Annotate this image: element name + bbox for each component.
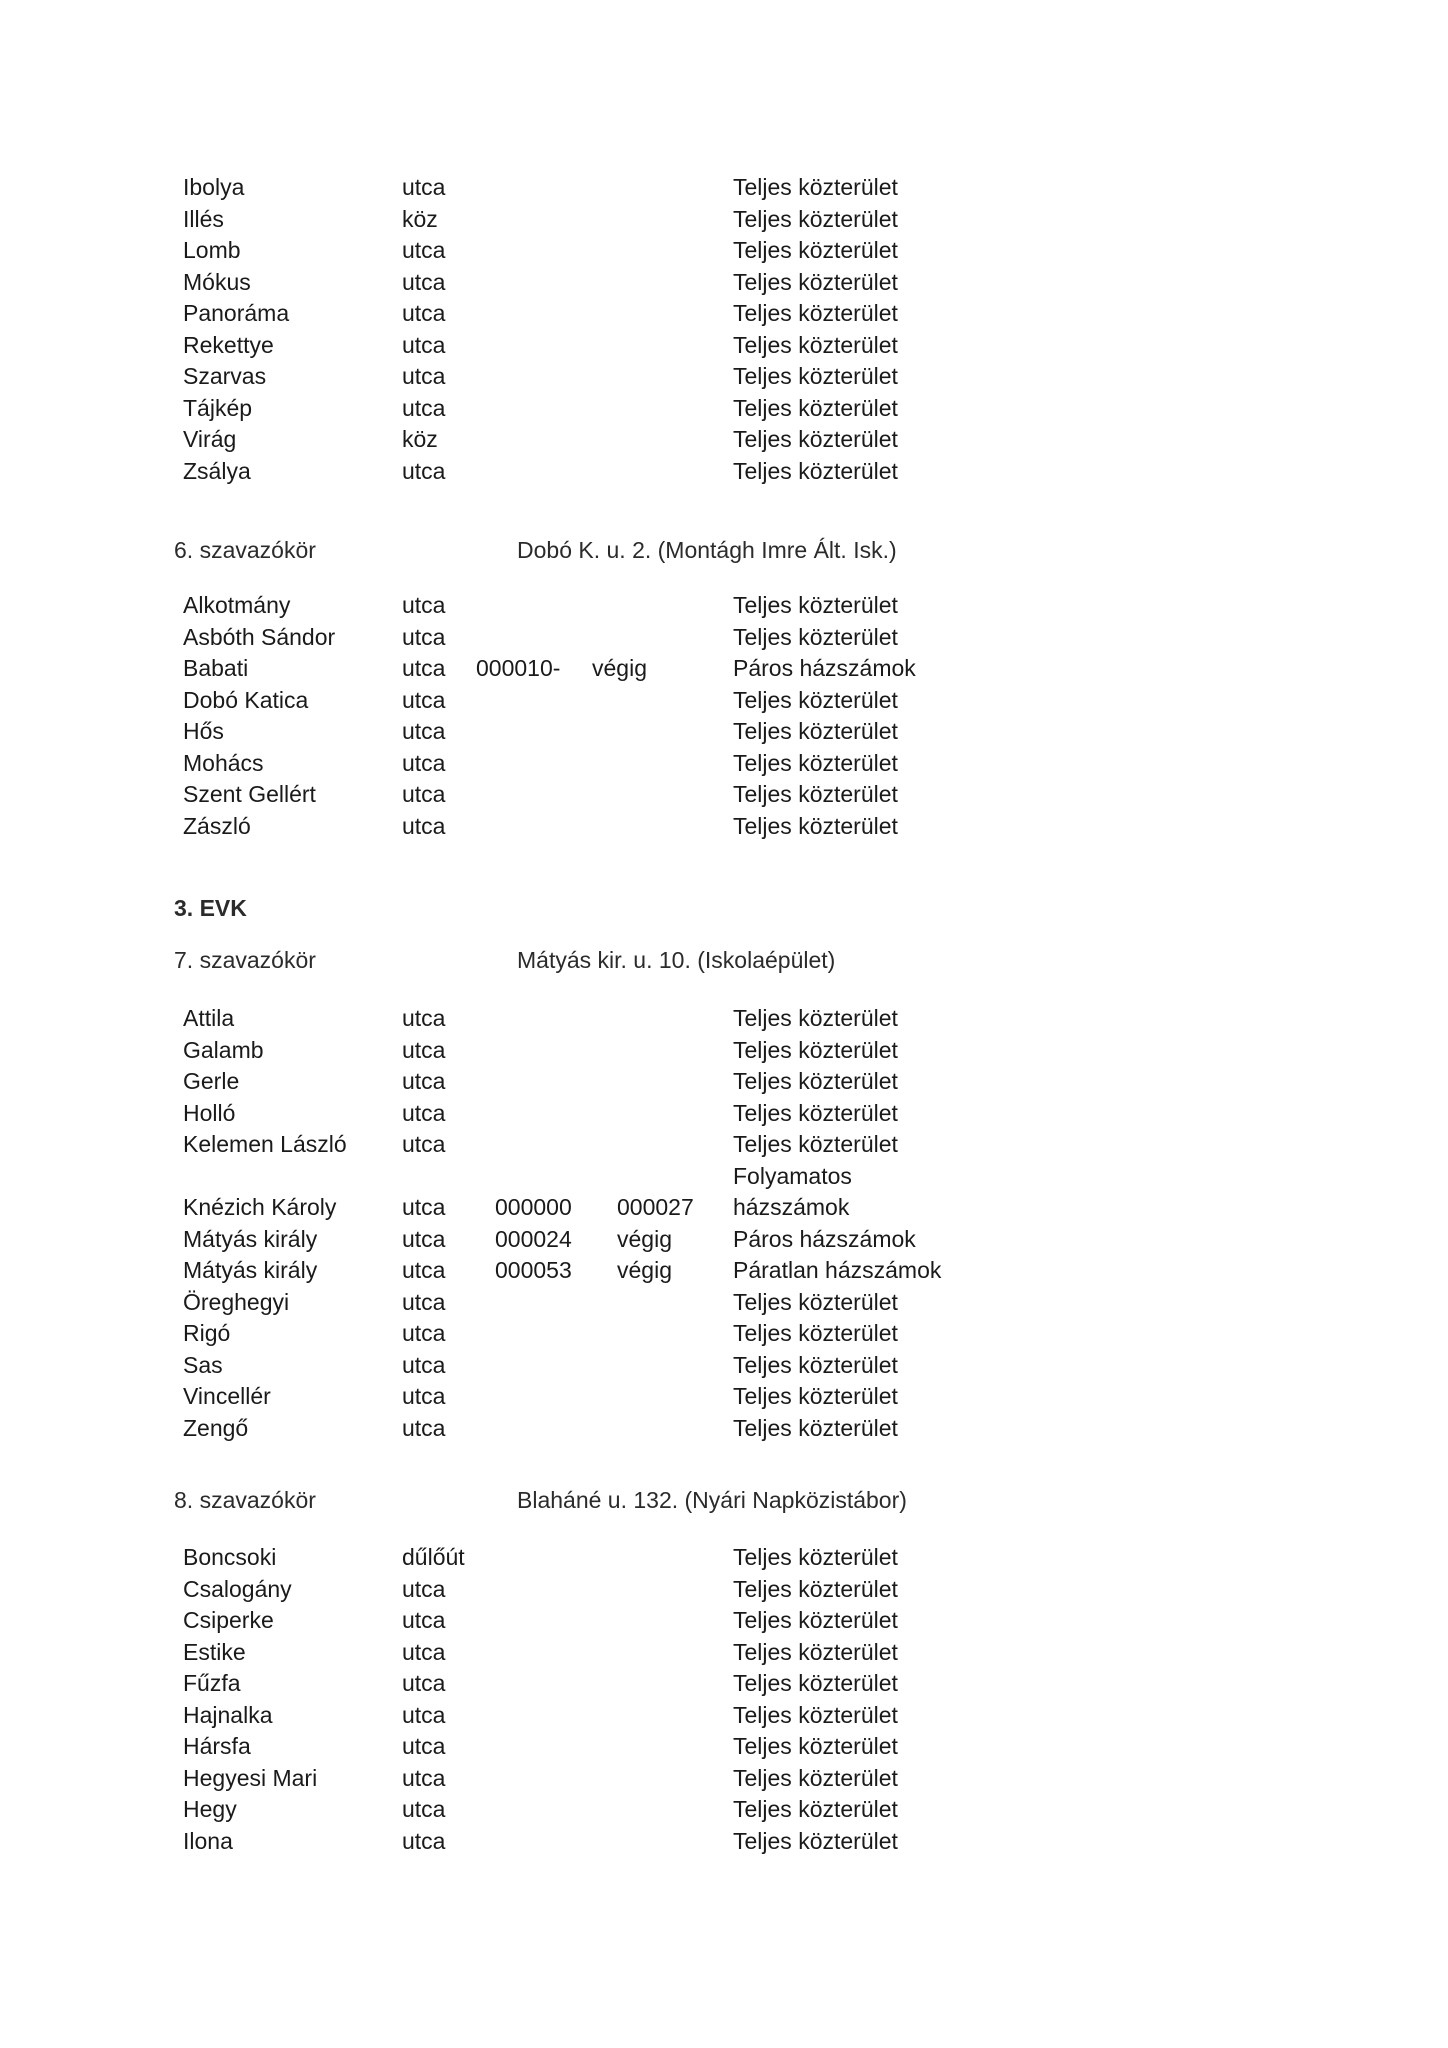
street-row [183, 1731, 953, 1763]
street-kind-cell: utca [402, 300, 446, 326]
street-name-cell: Galamb [183, 1036, 264, 1063]
street-name-cell: Panoráma [183, 300, 290, 326]
scope-cell: Teljes közterület [733, 1383, 898, 1409]
range-from-cell [495, 1003, 617, 1035]
street-kind-cell: utca [402, 1796, 446, 1822]
street-table-body [183, 1003, 953, 1444]
range-to-cell [617, 1794, 733, 1826]
street-kind-cell: utca [402, 718, 446, 744]
range-from-cell [495, 1574, 617, 1606]
street-kind-cell: utca [402, 1827, 446, 1854]
street-name-cell: Mohács [183, 749, 264, 776]
precinct-number-label: 6. szavazókör [174, 537, 316, 563]
scope-cell: Teljes közterület [733, 426, 898, 452]
street-name-cell: Knézich Károly [183, 1194, 337, 1220]
street-row [183, 298, 953, 330]
range-to-cell [617, 1413, 733, 1445]
street-name-cell: Gerle [183, 1068, 240, 1094]
range-to-cell [617, 456, 733, 488]
scope-cell: Teljes közterület [733, 718, 898, 744]
street-name-cell: Fűzfa [183, 1670, 241, 1696]
range-to-cell [617, 1542, 733, 1574]
range-to-cell [617, 1731, 733, 1763]
street-kind-cell: utca [402, 1005, 446, 1031]
street-name-cell: Babati [183, 655, 249, 681]
street-kind-cell: utca [402, 1414, 446, 1441]
range-to-cell [592, 622, 733, 654]
street-row [183, 1287, 953, 1319]
street-row [183, 1668, 953, 1700]
range-to-cell [617, 298, 733, 330]
scope-cell: Teljes közterület [733, 1575, 898, 1602]
street-name-cell: Csiperke [183, 1607, 274, 1633]
street-name-cell: Rekettye [183, 331, 274, 358]
street-kind-cell: utca [402, 1607, 446, 1633]
scope-cell: Teljes közterület [733, 1131, 898, 1157]
street-name-cell: Lomb [183, 237, 241, 263]
street-kind-cell: utca [402, 1036, 446, 1063]
range-to-cell [617, 1637, 733, 1669]
street-name-cell: Rigó [183, 1320, 231, 1346]
scope-cell: Teljes közterület [733, 1701, 898, 1728]
scope-cell: Teljes közterület [733, 205, 898, 232]
street-name-cell: Kelemen László [183, 1131, 347, 1157]
street-row [183, 1574, 953, 1606]
scope-cell: Teljes közterület [733, 1005, 898, 1031]
street-kind-cell: utca [402, 363, 446, 389]
street-row [183, 172, 953, 204]
street-kind-cell: utca [402, 1670, 446, 1696]
range-to-cell [592, 779, 733, 811]
street-name-cell: Ilona [183, 1827, 233, 1854]
range-from-cell [476, 779, 592, 811]
street-table-precinct-7 [183, 1003, 953, 1444]
range-to-cell [617, 1066, 733, 1098]
range-to-cell [617, 235, 733, 267]
range-from-cell: 000000 [495, 1194, 572, 1220]
scope-cell: Teljes közterület [733, 781, 898, 807]
street-kind-cell: utca [402, 1194, 446, 1220]
street-kind-cell: utca [402, 331, 446, 358]
range-from-cell [476, 748, 592, 780]
range-to-cell [592, 748, 733, 780]
scope-cell: Teljes közterület [733, 592, 898, 618]
range-from-cell [495, 1794, 617, 1826]
scope-cell: Teljes közterület [733, 268, 898, 295]
precinct-location-label: Blaháné u. 132. (Nyári Napközistábor) [517, 1487, 907, 1513]
range-from-cell [476, 622, 592, 654]
street-name-cell: Hegy [183, 1796, 237, 1822]
range-to-cell [617, 1350, 733, 1382]
range-to-cell [617, 1668, 733, 1700]
range-from-cell [495, 1318, 617, 1350]
street-row [183, 393, 953, 425]
street-row [183, 1381, 953, 1413]
street-name-cell: Dobó Katica [183, 686, 309, 713]
evk-heading: 3. EVK [174, 895, 247, 921]
range-from-cell [495, 1731, 617, 1763]
scope-cell: Teljes közterület [733, 1351, 898, 1378]
range-to-cell [617, 424, 733, 456]
street-kind-cell: utca [402, 1733, 446, 1759]
range-to-cell [617, 330, 733, 362]
scope-cell: Teljes közterület [733, 237, 898, 263]
street-row [183, 1318, 953, 1350]
range-to-cell [617, 1381, 733, 1413]
street-row [183, 1098, 953, 1130]
range-from-cell [476, 685, 592, 717]
precinct-location-label: Mátyás kir. u. 10. (Iskolaépület) [517, 947, 836, 973]
street-table-body [183, 1542, 953, 1857]
street-kind-cell: utca [402, 686, 446, 713]
range-from-cell [495, 361, 617, 393]
street-row [183, 1763, 953, 1795]
street-name-cell: Vincellér [183, 1383, 271, 1409]
scope-cell: Teljes közterület [733, 1320, 898, 1346]
range-from-cell [495, 393, 617, 425]
street-kind-cell: utca [402, 1320, 446, 1346]
range-to-cell: végig [617, 1257, 672, 1283]
street-name-cell: Ibolya [183, 174, 245, 200]
street-kind-cell: utca [402, 1351, 446, 1378]
street-row [183, 779, 953, 811]
street-name-cell: Szarvas [183, 363, 267, 389]
scope-cell: Teljes közterület [733, 300, 898, 326]
range-from-cell [495, 1763, 617, 1795]
range-from-cell [495, 1287, 617, 1319]
street-row [183, 1700, 953, 1732]
scope-cell: Teljes közterület [733, 623, 898, 650]
street-row [183, 811, 953, 843]
street-row [183, 330, 953, 362]
street-name-cell: Hajnalka [183, 1701, 273, 1728]
street-row [183, 622, 953, 654]
street-name-cell: Mátyás király [183, 1225, 318, 1252]
street-kind-cell: köz [402, 205, 438, 232]
range-from-cell [495, 1542, 617, 1574]
range-from-cell [495, 1350, 617, 1382]
street-row [183, 1003, 953, 1035]
street-row [183, 1066, 953, 1098]
street-table-body [183, 590, 953, 842]
street-kind-cell: utca [402, 1638, 446, 1665]
range-from-cell [495, 1826, 617, 1858]
street-name-cell: Sas [183, 1351, 223, 1378]
range-from-cell [495, 1700, 617, 1732]
street-kind-cell: dűlőút [402, 1544, 465, 1570]
precinct-heading-7 [174, 945, 835, 977]
street-kind-cell: utca [402, 1383, 446, 1409]
street-row [183, 361, 953, 393]
street-kind-cell: utca [402, 1068, 446, 1094]
range-to-cell [617, 267, 733, 299]
scope-cell: Páros házszámok [733, 655, 916, 681]
scope-cell: Teljes közterület [733, 686, 898, 713]
street-name-cell: Tájkép [183, 394, 253, 421]
range-to-cell [617, 1287, 733, 1319]
range-to-cell [592, 685, 733, 717]
street-kind-cell: utca [402, 1701, 446, 1728]
street-row [183, 1637, 953, 1669]
range-from-cell [495, 1605, 617, 1637]
street-row [183, 748, 953, 780]
street-row [183, 1794, 953, 1826]
street-kind-cell: utca [402, 174, 446, 200]
street-row [183, 235, 953, 267]
street-kind-cell: utca [402, 655, 446, 681]
range-from-cell [495, 1066, 617, 1098]
range-from-cell [476, 716, 592, 748]
range-from-cell: 000053 [495, 1257, 572, 1283]
range-from-cell [495, 1098, 617, 1130]
street-kind-cell: utca [402, 1575, 446, 1602]
scope-cell: Teljes közterület [733, 363, 898, 389]
street-row [183, 1035, 953, 1067]
scope-cell: Teljes közterület [733, 331, 898, 358]
street-name-cell: Boncsoki [183, 1544, 277, 1570]
scope-cell: Teljes közterület [733, 1827, 898, 1854]
range-from-cell [495, 267, 617, 299]
scope-cell: Teljes közterület [733, 1414, 898, 1441]
scope-cell: Teljes közterület [733, 1544, 898, 1570]
street-kind-cell: utca [402, 1131, 446, 1157]
street-kind-cell: utca [402, 749, 446, 776]
range-to-cell: 000027 [617, 1194, 694, 1220]
street-kind-cell: utca [402, 1257, 446, 1283]
range-to-cell [617, 204, 733, 236]
street-row [183, 1605, 953, 1637]
street-name-cell: Hegyesi Mari [183, 1764, 318, 1791]
range-to-cell [592, 811, 733, 843]
range-from-cell [495, 298, 617, 330]
street-row [183, 1413, 953, 1445]
scope-cell: Teljes közterület [733, 1607, 898, 1633]
street-name-cell: Alkotmány [183, 592, 291, 618]
street-row [183, 1129, 953, 1161]
range-to-cell: végig [592, 655, 647, 681]
scope-cell: Páros házszámok [733, 1225, 916, 1252]
street-name-cell: Mókus [183, 268, 251, 295]
street-row [183, 1350, 953, 1382]
scope-cell: Teljes közterület [733, 457, 898, 484]
range-from-cell [476, 590, 592, 622]
range-to-cell [617, 393, 733, 425]
street-name-cell: Attila [183, 1005, 235, 1031]
street-kind-cell: utca [402, 457, 446, 484]
range-from-cell [495, 235, 617, 267]
street-name-cell: Asbóth Sándor [183, 623, 336, 650]
street-row [183, 456, 953, 488]
range-to-cell [617, 1035, 733, 1067]
street-row [183, 1255, 953, 1287]
range-from-cell: 000010- [476, 655, 561, 681]
street-name-cell: Zászló [183, 812, 251, 839]
street-row [183, 1224, 953, 1256]
street-table-body [183, 172, 953, 487]
street-name-cell: Estike [183, 1638, 246, 1665]
street-kind-cell: utca [402, 1288, 446, 1315]
street-name-cell: Hársfa [183, 1733, 251, 1759]
scope-cell: Teljes közterület [733, 1638, 898, 1665]
scope-cell: Teljes közterület [733, 174, 898, 200]
range-to-cell: végig [617, 1225, 672, 1252]
street-name-cell: Virág [183, 426, 237, 452]
street-row [183, 685, 953, 717]
scope-cell: Teljes közterület [733, 812, 898, 839]
street-row [183, 1826, 953, 1858]
scope-cell: Teljes közterület [733, 1796, 898, 1822]
street-kind-cell: utca [402, 1225, 446, 1252]
range-to-cell [617, 1605, 733, 1637]
range-to-cell [617, 1003, 733, 1035]
street-kind-cell: utca [402, 268, 446, 295]
street-name-cell: Öreghegyi [183, 1288, 290, 1315]
scope-cell: Teljes közterület [733, 1099, 898, 1126]
range-from-cell [495, 1129, 617, 1161]
range-to-cell [617, 361, 733, 393]
street-kind-cell: utca [402, 812, 446, 839]
scope-cell: Páratlan házszámok [733, 1257, 942, 1283]
street-table-continuation [183, 172, 953, 487]
scope-cell: Teljes közterület [733, 1670, 898, 1696]
street-kind-cell: köz [402, 426, 438, 452]
street-kind-cell: utca [402, 592, 446, 618]
range-to-cell [617, 1318, 733, 1350]
street-row [183, 653, 953, 685]
street-row [183, 267, 953, 299]
street-table-precinct-8 [183, 1542, 953, 1857]
range-to-cell [617, 1826, 733, 1858]
range-from-cell [495, 204, 617, 236]
precinct-number-label: 7. szavazókör [174, 947, 316, 973]
street-name-cell: Holló [183, 1099, 236, 1126]
range-from-cell: 000024 [495, 1225, 572, 1252]
range-to-cell [617, 1129, 733, 1161]
scope-cell: Teljes közterület [733, 394, 898, 421]
street-kind-cell: utca [402, 623, 446, 650]
street-row [183, 204, 953, 236]
range-to-cell [592, 716, 733, 748]
street-name-cell: Zsálya [183, 457, 251, 484]
range-to-cell [617, 1763, 733, 1795]
scope-cell: Teljes közterület [733, 1288, 898, 1315]
range-to-cell [617, 1098, 733, 1130]
range-from-cell [495, 456, 617, 488]
street-name-cell: Szent Gellért [183, 781, 316, 807]
street-kind-cell: utca [402, 781, 446, 807]
range-from-cell [495, 330, 617, 362]
scope-cell: Teljes közterület [733, 1764, 898, 1791]
street-name-cell: Zengő [183, 1414, 249, 1441]
street-row [183, 716, 953, 748]
street-row [183, 1161, 953, 1224]
street-name-cell: Csalogány [183, 1575, 292, 1602]
street-row [183, 424, 953, 456]
range-from-cell [495, 424, 617, 456]
range-from-cell [495, 1637, 617, 1669]
range-to-cell [617, 1574, 733, 1606]
range-to-cell [617, 1700, 733, 1732]
range-to-cell [617, 172, 733, 204]
precinct-number-label: 8. szavazókör [174, 1487, 316, 1513]
precinct-location-label: Dobó K. u. 2. (Montágh Imre Ált. Isk.) [517, 537, 897, 563]
street-name-cell: Mátyás király [183, 1257, 318, 1283]
precinct-heading-8 [174, 1485, 907, 1517]
street-row [183, 590, 953, 622]
range-from-cell [495, 1668, 617, 1700]
scope-cell: Teljes közterület [733, 1036, 898, 1063]
range-from-cell [476, 811, 592, 843]
range-from-cell [495, 172, 617, 204]
street-row [183, 1542, 953, 1574]
street-name-cell: Illés [183, 205, 224, 232]
scope-cell: Teljes közterület [733, 1733, 898, 1759]
scope-cell: Teljes közterület [733, 749, 898, 776]
range-from-cell [495, 1035, 617, 1067]
range-from-cell [495, 1381, 617, 1413]
street-kind-cell: utca [402, 1099, 446, 1126]
precinct-heading-6 [174, 535, 897, 567]
street-table-precinct-6 [183, 590, 953, 842]
street-name-cell: Hős [183, 718, 224, 744]
scope-cell: Teljes közterület [733, 1068, 898, 1094]
street-kind-cell: utca [402, 394, 446, 421]
street-kind-cell: utca [402, 237, 446, 263]
range-from-cell [495, 1413, 617, 1445]
scope-cell: Folyamatos házszámok [733, 1162, 852, 1220]
street-kind-cell: utca [402, 1764, 446, 1791]
range-to-cell [592, 590, 733, 622]
